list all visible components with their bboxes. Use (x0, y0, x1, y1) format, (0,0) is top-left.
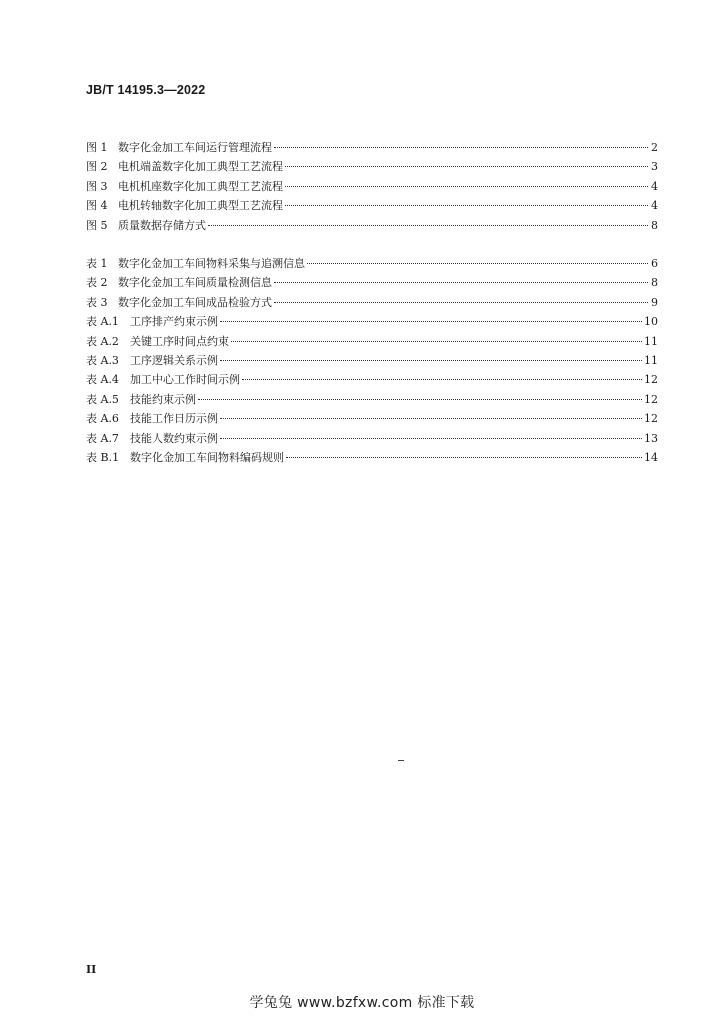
toc-number: 表 B.1 (86, 450, 120, 464)
table-list (86, 254, 658, 467)
toc-page: 14 (644, 450, 658, 464)
document-code: JB/T 14195.3—2022 (86, 83, 206, 97)
toc-entry-figure-2[interactable] (86, 157, 658, 176)
toc-title: 数字化金加工车间成品检验方式 (118, 295, 272, 309)
toc-title: 电机机座数字化加工典型工艺流程 (118, 179, 283, 193)
toc-entry-table-a2[interactable] (86, 332, 658, 351)
dot-leader (285, 186, 648, 187)
dot-leader (285, 205, 648, 206)
toc-number: 图 2 (86, 160, 108, 174)
toc-title: 加工中心工作时间示例 (130, 373, 240, 387)
toc-page: 6 (651, 257, 658, 270)
toc-title: 技能工作日历示例 (130, 412, 218, 426)
toc-page: 4 (651, 199, 658, 213)
toc-page: 3 (651, 160, 658, 174)
stray-dash-mark (398, 760, 404, 761)
toc-entry-table-3[interactable] (86, 293, 658, 312)
toc-title: 数字化金加工车间运行管理流程 (118, 141, 272, 154)
toc-title: 电机端盖数字化加工典型工艺流程 (118, 160, 283, 174)
toc-entry-figure-1[interactable] (86, 138, 658, 157)
dot-leader (242, 379, 642, 380)
toc-entry-table-a4[interactable] (86, 370, 658, 389)
toc-entry-table-1[interactable] (86, 254, 658, 273)
toc-entry-table-2[interactable] (86, 273, 658, 292)
dot-leader (208, 225, 648, 226)
dot-leader (274, 282, 648, 283)
toc-number: 表 1 (86, 257, 108, 270)
toc-entry-table-a3[interactable] (86, 351, 658, 370)
dot-leader (285, 166, 648, 167)
toc-page: 4 (651, 179, 658, 193)
toc-entry-table-b1[interactable] (86, 448, 658, 467)
toc-page: 11 (644, 353, 658, 367)
toc-page: 13 (644, 431, 658, 445)
figure-list (86, 138, 658, 235)
dot-leader (307, 263, 648, 264)
toc-title: 质量数据存储方式 (118, 218, 206, 232)
page-number: II (86, 963, 97, 976)
toc-title: 电机转轴数字化加工典型工艺流程 (118, 199, 283, 213)
dot-leader (198, 399, 642, 400)
toc-number: 图 3 (86, 179, 108, 193)
toc-number: 表 A.6 (86, 412, 119, 426)
toc-number: 图 4 (86, 199, 108, 213)
toc-number: 表 2 (86, 276, 108, 290)
toc-page: 12 (644, 373, 658, 387)
dot-leader (220, 360, 642, 361)
toc-page: 12 (644, 392, 658, 406)
toc-entry-table-a6[interactable] (86, 409, 658, 428)
dot-leader (274, 147, 648, 148)
toc-title: 关键工序时间点约束 (130, 334, 229, 348)
toc-entry-figure-4[interactable] (86, 196, 658, 215)
toc-title: 工序排产约束示例 (130, 315, 218, 329)
dot-leader (220, 438, 642, 439)
toc-title: 数字化金加工车间物料编码规则 (130, 450, 284, 464)
toc-entry-figure-3[interactable] (86, 177, 658, 196)
toc-number: 表 A.5 (86, 392, 119, 406)
dot-leader (220, 418, 642, 419)
toc-page: 2 (651, 141, 658, 154)
toc-page: 8 (651, 218, 658, 232)
toc-title: 技能约束示例 (130, 392, 196, 406)
dot-leader (231, 341, 642, 342)
toc-page: 12 (644, 412, 658, 426)
toc-number: 表 A.2 (86, 334, 119, 348)
toc-page: 8 (651, 276, 658, 290)
toc-number: 表 A.1 (86, 315, 119, 329)
dot-leader (274, 302, 648, 303)
toc-number: 表 A.4 (86, 373, 119, 387)
toc-page: 9 (651, 295, 658, 309)
toc-number: 表 3 (86, 295, 108, 309)
toc-page: 11 (644, 334, 658, 348)
site-watermark: 学兔兔 www.bzfxw.com 标准下载 (249, 995, 475, 1011)
toc-page: 10 (644, 315, 658, 329)
dot-leader (220, 321, 642, 322)
toc-number: 表 A.3 (86, 353, 119, 367)
toc-entry-figure-5[interactable] (86, 216, 658, 235)
toc-title: 数字化金加工车间物料采集与追溯信息 (118, 257, 305, 270)
toc-title: 数字化金加工车间质量检测信息 (118, 276, 272, 290)
dot-leader (286, 457, 642, 458)
toc-number: 图 5 (86, 218, 108, 232)
toc-title: 工序逻辑关系示例 (130, 353, 218, 367)
toc-number: 表 A.7 (86, 431, 119, 445)
toc-title: 技能人数约束示例 (130, 431, 218, 445)
toc-entry-table-a7[interactable] (86, 429, 658, 448)
toc-entry-table-a5[interactable] (86, 390, 658, 409)
toc-entry-table-a1[interactable] (86, 312, 658, 331)
toc-number: 图 1 (86, 141, 108, 154)
